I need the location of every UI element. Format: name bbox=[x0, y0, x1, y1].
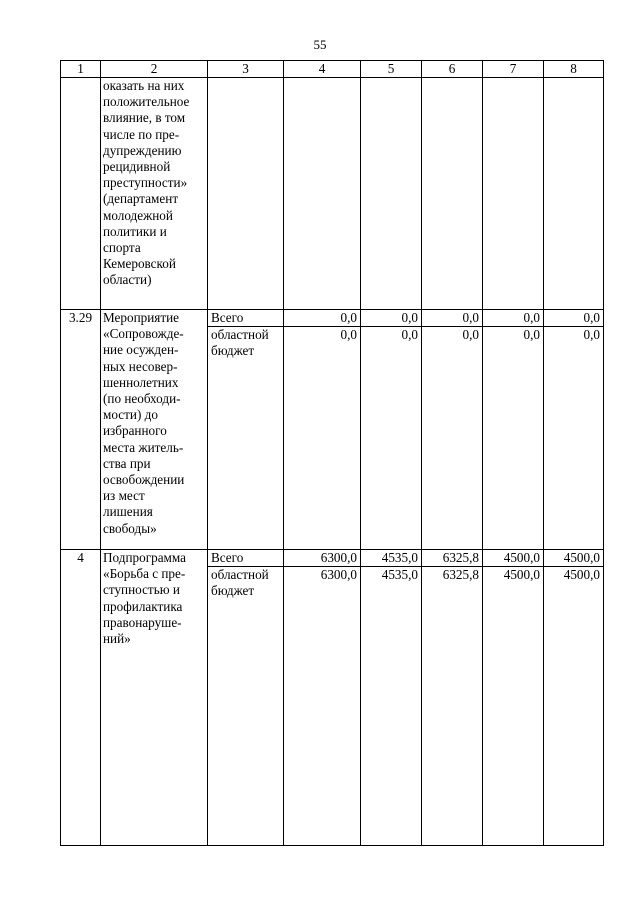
value-regional: 4500,0 bbox=[503, 567, 540, 583]
name-line: Подпрограмма bbox=[103, 550, 187, 565]
value-cell bbox=[284, 550, 361, 846]
value-total: 0,0 bbox=[401, 310, 418, 325]
header-cell: 1 bbox=[61, 61, 101, 78]
value-regional: 0,0 bbox=[401, 327, 418, 343]
source-cell bbox=[208, 550, 284, 846]
name-line: (департамент bbox=[103, 191, 179, 207]
header-cell: 4 bbox=[284, 61, 361, 78]
name-line: правонаруше- bbox=[103, 614, 182, 630]
value-cell bbox=[361, 550, 422, 846]
name-line: «Сопровожде- bbox=[103, 326, 184, 342]
value-cell bbox=[361, 78, 422, 310]
name-line: преступности» bbox=[103, 175, 188, 191]
table-row bbox=[61, 550, 604, 846]
value-total: 4500,0 bbox=[503, 550, 540, 565]
name-line: лишения bbox=[103, 504, 153, 520]
value-regional: 0,0 bbox=[462, 327, 479, 343]
row-name bbox=[101, 550, 208, 846]
source-cell bbox=[208, 310, 284, 550]
name-line: влияние, в том bbox=[103, 110, 186, 126]
value-regional: 4535,0 bbox=[381, 567, 418, 583]
value-total: 0,0 bbox=[523, 310, 540, 325]
value-regional: 0,0 bbox=[583, 327, 600, 343]
name-line: шеннолетних bbox=[103, 374, 179, 390]
value-cell bbox=[483, 78, 544, 310]
header-cell: 7 bbox=[483, 61, 544, 78]
value-regional: 6300,0 bbox=[320, 567, 357, 583]
row-number: 3.29 bbox=[61, 310, 101, 550]
value-cell bbox=[483, 310, 544, 550]
header-cell: 5 bbox=[361, 61, 422, 78]
name-line: профилактика bbox=[103, 598, 183, 614]
name-line: Мероприятие bbox=[103, 310, 180, 325]
name-line: освобождении bbox=[103, 472, 185, 488]
name-line: оказать на них bbox=[103, 78, 185, 93]
header-row bbox=[61, 61, 604, 78]
name-line: мости) до bbox=[103, 407, 158, 423]
header-cell: 2 bbox=[101, 61, 208, 78]
value-total: 0,0 bbox=[340, 310, 357, 325]
header-cell: 8 bbox=[544, 61, 604, 78]
header-cell: 6 bbox=[422, 61, 483, 78]
source-cell bbox=[208, 78, 284, 310]
name-line: положительное bbox=[103, 94, 190, 110]
value-total: 4500,0 bbox=[563, 550, 600, 565]
name-line: спорта bbox=[103, 240, 141, 256]
table-row bbox=[61, 78, 604, 310]
page-number: 55 bbox=[313, 37, 327, 52]
value-cell bbox=[544, 78, 604, 310]
row-name bbox=[101, 78, 208, 310]
source-label: областной bbox=[211, 567, 269, 583]
header-cell: 3 bbox=[208, 61, 284, 78]
name-line: рецидивной bbox=[103, 159, 171, 175]
name-line: «Борьба с пре- bbox=[103, 566, 186, 582]
row-number bbox=[61, 78, 101, 310]
name-line: избранного bbox=[103, 423, 167, 439]
name-line: ний» bbox=[103, 631, 131, 647]
value-regional: 4500,0 bbox=[563, 567, 600, 583]
value-cell bbox=[284, 78, 361, 310]
name-line: из мест bbox=[103, 488, 145, 504]
value-cell bbox=[284, 310, 361, 550]
value-cell bbox=[483, 550, 544, 846]
value-total: 4535,0 bbox=[381, 550, 418, 565]
name-line: молодежной bbox=[103, 207, 173, 223]
name-line: свободы» bbox=[103, 520, 157, 536]
value-regional: 6325,8 bbox=[442, 567, 479, 583]
value-regional: 0,0 bbox=[340, 327, 357, 343]
name-line: области) bbox=[103, 272, 152, 288]
value-cell bbox=[422, 78, 483, 310]
name-line: числе по пре- bbox=[103, 126, 180, 142]
row-number: 4 bbox=[61, 550, 101, 846]
name-line: дупреждению bbox=[103, 142, 182, 158]
name-line: ступностью и bbox=[103, 582, 180, 598]
name-line: места житель- bbox=[103, 439, 184, 455]
row-name bbox=[101, 310, 208, 550]
source-label: областной bbox=[211, 327, 269, 343]
source-label: бюджет bbox=[211, 583, 255, 599]
source-label: бюджет bbox=[211, 343, 255, 359]
value-total: 0,0 bbox=[462, 310, 479, 325]
value-cell bbox=[422, 310, 483, 550]
name-line: ных несовер- bbox=[103, 358, 178, 374]
value-total: 0,0 bbox=[583, 310, 600, 325]
budget-table bbox=[60, 60, 604, 846]
value-cell bbox=[422, 550, 483, 846]
name-line: политики и bbox=[103, 223, 167, 239]
source-label: Всего bbox=[211, 310, 244, 325]
value-total: 6300,0 bbox=[320, 550, 357, 565]
value-cell bbox=[544, 550, 604, 846]
table-row bbox=[61, 310, 604, 550]
value-cell bbox=[361, 310, 422, 550]
value-total: 6325,8 bbox=[442, 550, 479, 565]
name-line: ства при bbox=[103, 455, 151, 471]
name-line: (по необходи- bbox=[103, 391, 181, 407]
name-line: Кемеровской bbox=[103, 256, 176, 272]
value-regional: 0,0 bbox=[523, 327, 540, 343]
source-label: Всего bbox=[211, 550, 244, 565]
name-line: ние осужден- bbox=[103, 342, 179, 358]
value-cell bbox=[544, 310, 604, 550]
